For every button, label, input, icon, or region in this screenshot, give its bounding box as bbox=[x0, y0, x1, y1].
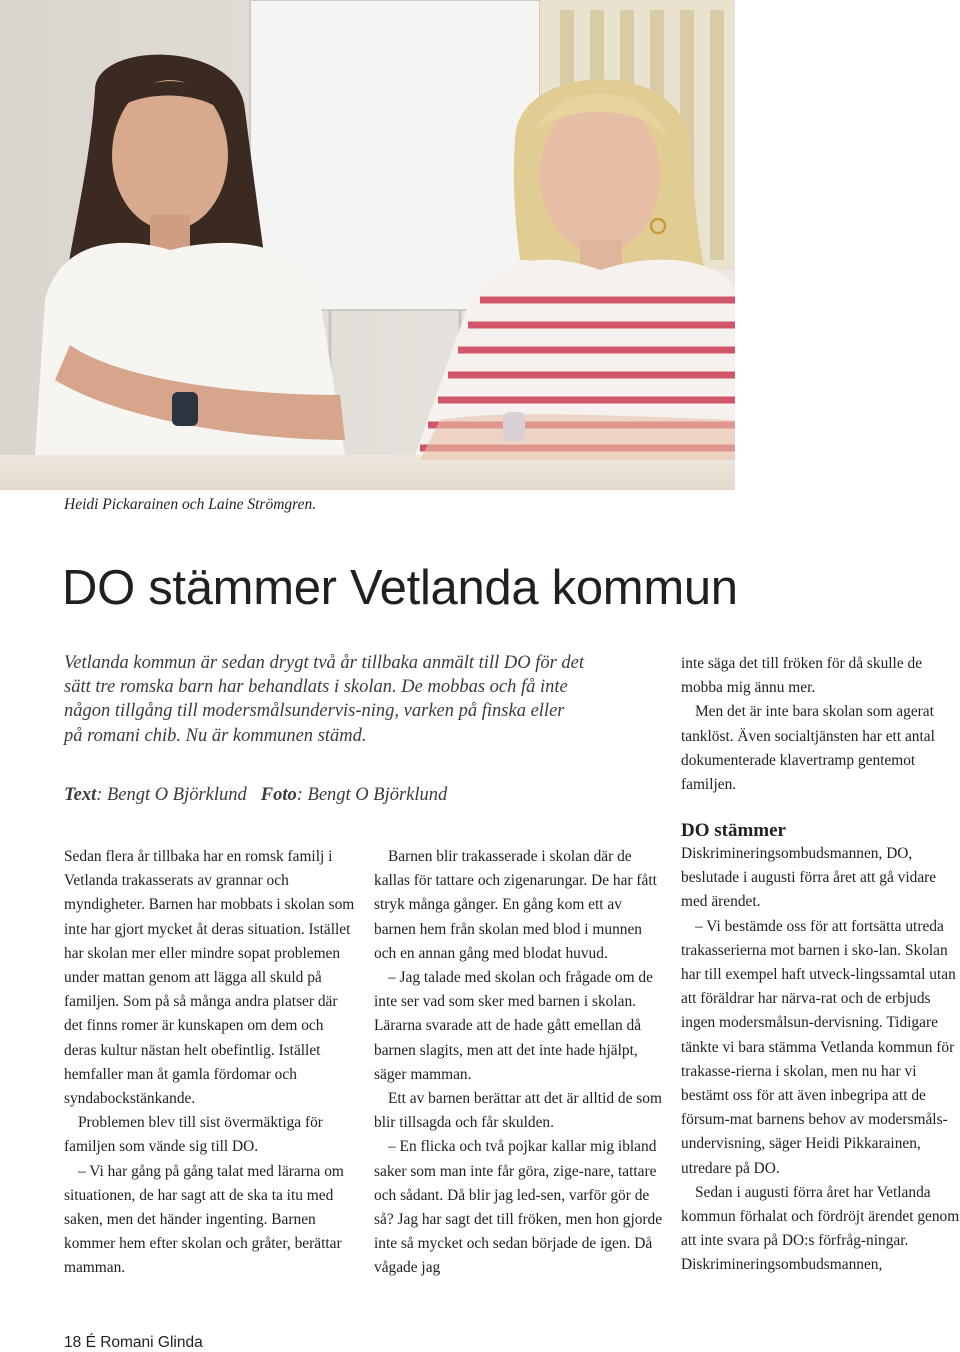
paragraph: – Vi har gång på gång talat med lärarna om situationen, de har sagt att de ska ta itu med saken, men det händer ingenting. Barnen kommer hem efter skolan och gråter, berättar mamman. bbox=[64, 1162, 344, 1277]
article-byline bbox=[64, 785, 447, 806]
paragraph: – Jag talade med skolan och frågade om de inte ser vad som sker med barnen i skolan. Lärarna svarade att de hade gått emellan då barnen slagits, men att det inte hade hjälpt, säger mamman. bbox=[374, 969, 653, 1083]
paragraph: Sedan i augusti förra året har Vetlanda kommun förhalat och fördröjt ärendet genom att inte svara på DO:s förfråg-ningar. Diskrimineringsombudsmannen, bbox=[681, 1183, 960, 1274]
publication-name: É Romani Glinda bbox=[85, 1334, 203, 1351]
body-column-1 bbox=[64, 845, 356, 1281]
paragraph: Problemen blev till sist övermäktiga för familjen som vände sig till DO. bbox=[64, 1114, 323, 1156]
body-column-3-bottom bbox=[681, 819, 960, 1278]
body-column-3-top bbox=[681, 652, 960, 797]
paragraph: Ett av barnen berättar att det är alltid de som blir tillsagda och får skulden. bbox=[374, 1090, 662, 1132]
section-subheading: DO stämmer bbox=[681, 820, 786, 841]
photo-caption: Heidi Pickarainen och Laine Strömgren. bbox=[64, 496, 317, 513]
byline-photo-value: : Bengt O Björklund bbox=[296, 785, 448, 805]
article-title: DO stämmer Vetlanda kommun bbox=[62, 561, 738, 615]
paragraph: – Vi bestämde oss för att fortsätta utreda trakasserierna mot barnen i sko-lan. Skolan har till exempel haft utveck-lingssamtal utan att föräldrar har närva-rat och de erbjuds ingen modersmålsun-dervisning. Tidigare tänkte vi bara stämma Vetlanda kommun för trakasse-rierna i skolan, men nu har vi bestämt oss för att även inbegripa att de försum-mat barnens behov av modersmåls-undervisning, säger Heidi Pikkarainen, utredare på DO. bbox=[681, 917, 956, 1177]
byline-photo-label: Foto bbox=[260, 785, 297, 805]
body-column-2 bbox=[374, 845, 664, 1281]
page-footer bbox=[64, 1334, 203, 1352]
byline-text-label: Text bbox=[64, 785, 97, 805]
article-ingress: Vetlanda kommun är sedan drygt två år tillbaka anmält till DO för det sätt tre romska barn har behandlats i skolan. De mobbas och få inte någon tillgång till modersmålsundervis-ning, varken på finska eller på romani chib. Nu är kommunen stämd. bbox=[64, 653, 585, 746]
paragraph: Sedan flera år tillbaka har en romsk familj i Vetlanda trakasserats av grannar och myndigheter. Barnen har mobbats i skolan som inte har gjort mycket åt deras situation. Istället har skolan mer eller mindre sopat problemen under mattan genom att lägga all skuld på familjen. Som på så många andra platser där det finns romer är kunskapen om dem och deras kultur nästan helt obefintlig. Istället hemfaller man åt gamla fördomar och syndabockstänkande. bbox=[64, 848, 355, 1108]
paragraph: Men det är inte bara skolan som agerat tanklöst. Även socialtjänsten har ett antal dokumenterade klavertramp gentemot familjen. bbox=[681, 703, 935, 794]
paragraph: Barnen blir trakasserade i skolan där de kallas för tattare och zigenarungar. De har fått stryk många gånger. En gång kom ett av barnen hem från skolan med blod i munnen och en annan gång med blodat huvud. bbox=[374, 848, 657, 962]
article-photo bbox=[0, 0, 735, 490]
paragraph: inte säga det till fröken för då skulle de mobba mig ännu mer. bbox=[681, 655, 923, 697]
paragraph: Diskrimineringsombudsmannen, DO, beslutade i augusti förra året att gå vidare med ärendet. bbox=[681, 845, 937, 911]
page-number: 18 bbox=[64, 1334, 82, 1351]
byline-text-value: : Bengt O Björklund bbox=[96, 785, 247, 805]
photo-illustration bbox=[0, 0, 735, 490]
paragraph: – En flicka och två pojkar kallar mig ibland saker som man inte får göra, zige-nare, tattare och sådant. Då blir jag led-sen, varför gör de så? Jag har sagt det till fröken, men hon gjorde inte så mycket och sedan började de igen. Då vågade jag bbox=[374, 1138, 663, 1277]
